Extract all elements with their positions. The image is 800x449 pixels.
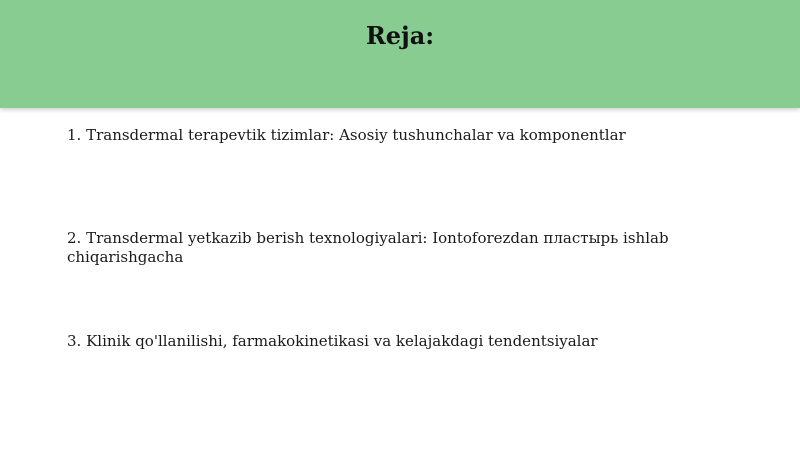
plan-item-3: 3. Klinik qo'llanilishi, farmakokinetikasi va kelajakdagi tendentsiyalar: [67, 332, 598, 350]
slide-title: Reja:: [365, 21, 435, 50]
plan-item-1: 1. Transdermal terapevtik tizimlar: Asosiy tushunchalar va komponentlar: [67, 126, 626, 144]
plan-item-2: 2. Transdermal yetkazib berish texnologiyalari: Iontoforezdan пластырь ishlab chiqarishgacha: [67, 229, 669, 266]
header-band: [0, 0, 800, 108]
